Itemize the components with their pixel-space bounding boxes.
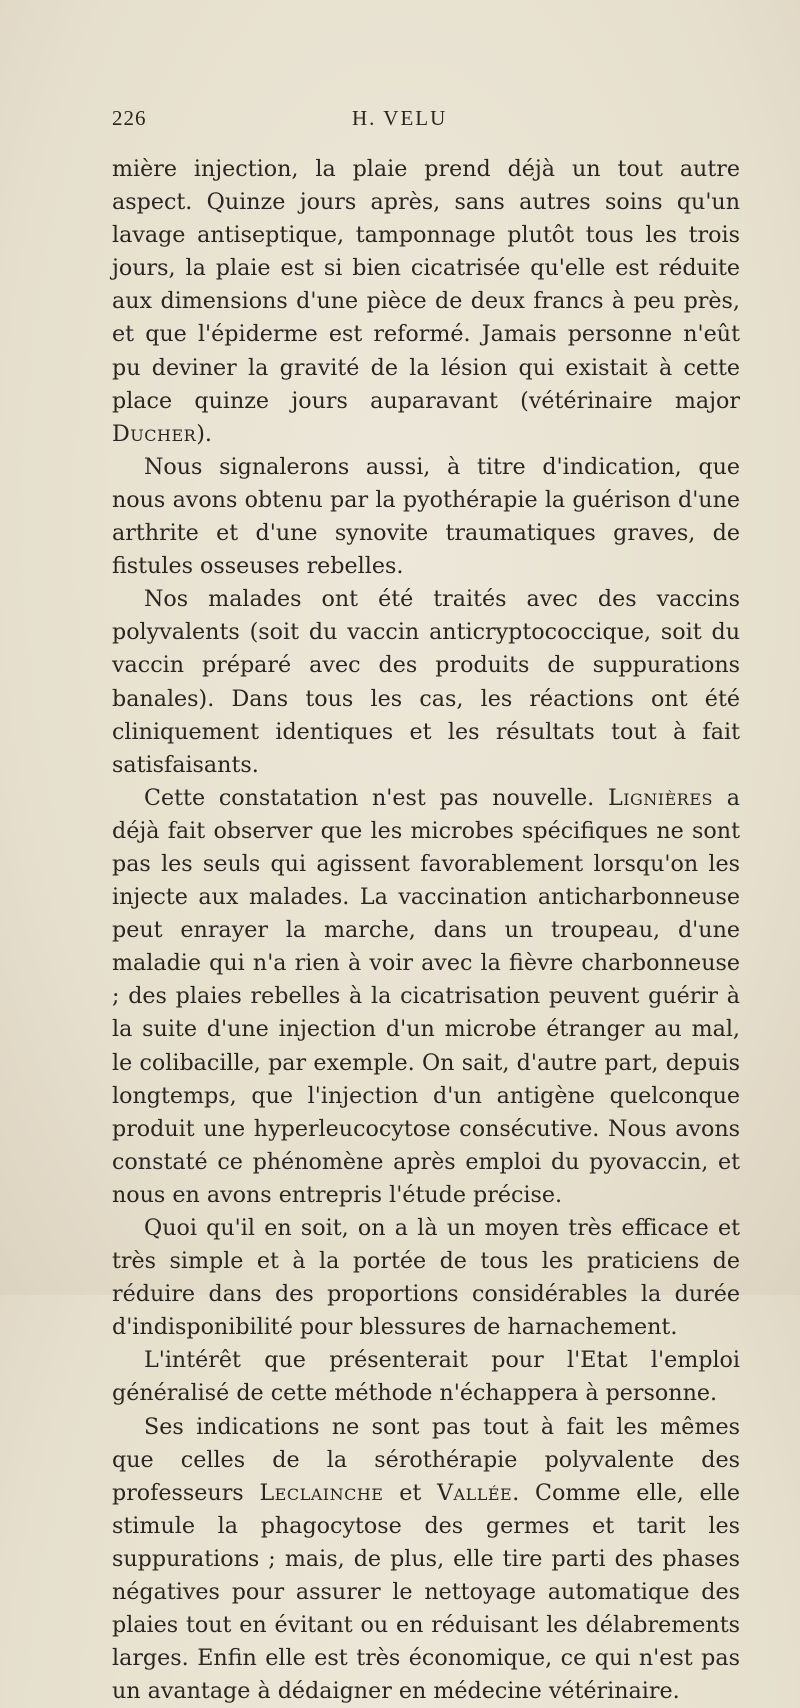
- paragraph: [112, 1411, 740, 1708]
- paragraph-text: et: [383, 1479, 438, 1506]
- paragraph-text: Cette constatation n'est pas nouvelle.: [144, 784, 608, 811]
- paragraph-text: Quoi qu'il en soit, on a là un moyen très efficace et très simple et à la portée de tous les praticiens de réduire dans des proportions considérables la durée d'indisponibilité pour blessures de harnachement.: [112, 1215, 740, 1341]
- paragraph: [112, 583, 740, 782]
- paragraph: [112, 153, 740, 451]
- page-header: [112, 106, 732, 146]
- paragraph: [112, 451, 740, 583]
- paragraph: [112, 1212, 740, 1344]
- paragraph-text: mière injection, la plaie prend déjà un tout autre aspect. Quinze jours après, sans autres soins qu'un lavage antiseptique, tamponnage plutôt tous les trois jours, la plaie est si bien cicatrisée qu'elle est réduite aux dimensions d'une pièce de deux francs à peu près, et que l'épiderme est reformé. Jamais personne n'eût pu deviner la gravité de la lésion qui existait à cette place quinze jours auparavant (vétérinaire major: [112, 156, 740, 414]
- author-name: Ducher: [112, 420, 197, 447]
- paragraph-text: ).: [196, 420, 212, 447]
- author-name: Lignières: [607, 784, 713, 811]
- author-name: Vallée: [437, 1479, 513, 1506]
- paragraph: [112, 1344, 740, 1410]
- body-text: [112, 153, 740, 1708]
- paragraph-text: Ses indications ne sont pas tout à fait les mêmes que celles de la sérothérapie polyvalente des professeurs: [112, 1413, 740, 1506]
- page-number: 226: [112, 106, 147, 130]
- paragraph: [112, 782, 740, 1212]
- paragraph-text: . Comme elle, elle stimule la phagocytose des germes et tarit les suppurations ; mais, de plus, elle tire parti des phases négatives pour assurer le nettoyage automatique des plaies tout en évitant ou en réduisant les délabrements larges. Enfin elle est très économique, ce qui n'est pas un avantage à dédaigner en médecine vétérinaire.: [112, 1479, 741, 1705]
- paragraph-text: a déjà fait observer que les microbes spécifiques ne sont pas les seuls qui agissent favorablement lorsqu'on les injecte aux malades. La vaccination anticharbonneuse peut enrayer la marche, dans un troupeau, d'une maladie qui n'a rien à voir avec la fièvre charbonneuse ; des plaies rebelles à la cicatrisation peuvent guérir à la suite d'une injection d'un microbe étranger au mal, le colibacille, par exemple. On sait, d'autre part, depuis longtemps, que l'injection d'un antigène quelconque produit une hyperleucocytose consécutive. Nous avons constaté ce phénomène après emploi du pyovaccin, et nous en avons entrepris l'étude précise.: [112, 784, 740, 1208]
- running-head: H. VELU: [352, 106, 448, 130]
- paragraph-text: L'intérêt que présenterait pour l'Etat l'emploi généralisé de cette méthode n'échappera à personne.: [112, 1347, 740, 1407]
- paragraph-text: Nos malades ont été traités avec des vaccins polyvalents (soit du vaccin anticryptococcique, soit du vaccin préparé avec des produits de suppurations banales). Dans tous les cas, les réactions ont été cliniquement identiques et les résultats tout à fait satisfaisants.: [112, 586, 740, 778]
- author-name: Leclainche: [259, 1479, 384, 1506]
- paragraph-text: Nous signalerons aussi, à titre d'indication, que nous avons obtenu par la pyothérapie la guérison d'une arthrite et d'une synovite traumatiques graves, de fistules osseuses rebelles.: [112, 453, 740, 580]
